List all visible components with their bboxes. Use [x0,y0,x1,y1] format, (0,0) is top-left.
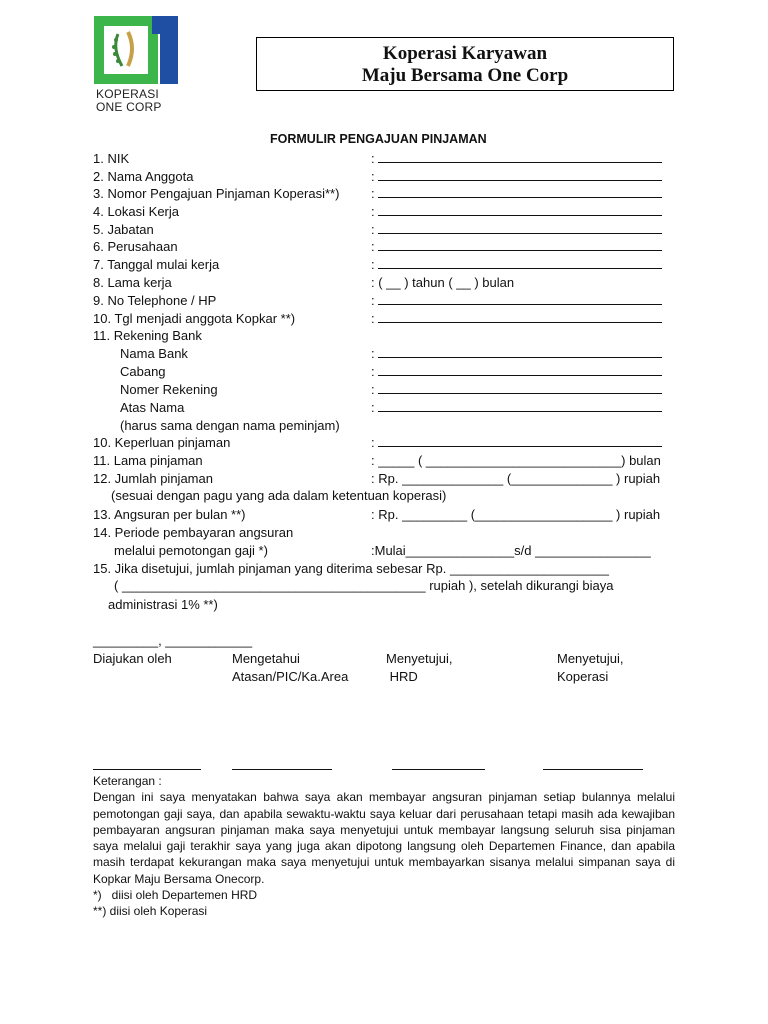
periode-value: :Mulai_______________s/d ________________ [371,543,651,558]
signature-label: Menyetujui, [557,651,624,666]
field-label: 6. Perusahaan [93,239,178,254]
field-row-tanggal[interactable]: 7. Tanggal mulai kerja : [0,256,768,273]
signature-label: Mengetahui [232,651,300,666]
item15-line3 [0,596,768,613]
field-row-atas-nama[interactable]: Atas Nama : [0,399,768,416]
item15-text: 15. Jika disetujui, jumlah pinjaman yang diterima sebesar Rp. ______________________ [93,561,610,576]
item15-line1[interactable] [0,560,768,577]
field-label: 9. No Telephone / HP [93,293,217,308]
field-row-jabatan[interactable]: 5. Jabatan : [0,221,768,238]
signature-atasan [232,650,348,686]
field-label: 10. Tgl menjadi anggota Kopkar **) [93,311,296,326]
field-row-lama-kerja[interactable] [0,274,768,291]
field-row-nama[interactable]: 2. Nama Anggota : [0,168,768,185]
signature-sublabel: Koperasi [557,669,609,684]
form-title: FORMULIR PENGAJUAN PINJAMAN [270,132,487,146]
field-label: Atas Nama [120,400,185,415]
field-row-nomor[interactable]: 3. Nomor Pengajuan Pinjaman Koperasi**) : [0,185,768,202]
signature-label: Diajukan oleh [93,651,172,666]
item15-text: administrasi 1% **) [108,597,218,612]
rekening-note [0,417,768,434]
field-label: 10. Keperluan pinjaman [93,435,231,450]
date-line: _________, ____________ [93,633,253,648]
field-label: 2. Nama Anggota [93,169,194,184]
logo-text-line2: ONE CORP [96,100,162,114]
field-row-tgl-anggota[interactable]: 10. Tgl menjadi anggota Kopkar **) : [0,310,768,327]
field-row-cabang[interactable]: Cabang : [0,363,768,380]
note-text: (sesuai dengan pagu yang ada dalam ketentuan koperasi) [111,488,447,503]
field-label: 4. Lokasi Kerja [93,204,179,219]
signature-hrd [386,650,452,686]
date-place-line[interactable] [0,632,768,649]
field-label: 14. Periode pembayaran angsuran [93,525,294,540]
field-line-1[interactable]: : [0,150,768,167]
field-label: 12. Jumlah pinjaman [93,471,213,486]
item15-text: ( __________________________________________ rupiah ), setelah dikurangi biaya [114,578,614,593]
field-label: 11. Lama pinjaman [93,453,203,468]
rekening-heading [0,327,768,344]
notes-heading: Keterangan : [93,774,162,788]
lama-pinjaman-value: : _____ ( ___________________________) bulan [371,453,661,468]
field-row-perusahaan[interactable]: 6. Perusahaan : [0,238,768,255]
field-label: Nama Bank [120,346,188,361]
field-row-lokasi[interactable]: 4. Lokasi Kerja : [0,203,768,220]
header-title-box [256,37,674,91]
signature-sublabel: Atasan/PIC/Ka.Area [232,669,349,684]
jumlah-note [0,487,768,504]
signature-line-pengaju[interactable] [93,768,201,770]
field-label: 8. Lama kerja [93,275,172,290]
field-row-lama-pinjaman[interactable] [0,452,768,469]
footnote-koperasi: **) diisi oleh Koperasi [93,904,208,919]
field-row-nama-bank[interactable]: Nama Bank : [0,345,768,362]
koperasi-logo [94,14,182,86]
signature-line-koperasi[interactable] [543,768,643,770]
item15-line2[interactable] [0,577,768,594]
lama-kerja-value: : ( __ ) tahun ( __ ) bulan [371,275,515,290]
field-row-angsuran[interactable] [0,506,768,523]
jumlah-value: : Rp. ______________ (______________ ) rupiah [371,471,661,486]
field-label: 13. Angsuran per bulan **) [93,507,246,522]
angsuran-value: : Rp. _________ (___________________ ) rupiah [371,507,661,522]
field-label: Cabang [120,364,166,379]
logo-text-line1: KOPERASI [96,87,159,101]
signature-label: Menyetujui, [386,651,453,666]
field-label: melalui pemotongan gaji *) [114,543,268,558]
header-line2: Maju Bersama One Corp [361,65,569,86]
signature-pengaju [93,650,172,668]
signature-line-hrd[interactable] [392,768,485,770]
field-row-telephone[interactable]: 9. No Telephone / HP : [0,292,768,309]
field-row-periode[interactable] [0,542,768,559]
field-label: 11. Rekening Bank [93,328,202,343]
signature-line-atasan[interactable] [232,768,332,770]
notes-body: Dengan ini saya menyatakan bahwa saya akan membayar angsuran pinjaman setiap bulannya melalui pemotongan gaji saya, dan apabila sewaktu-waktu saya keluar dari perusahaan tetapi masih ada kewajiban pembayaran angsuran pinjaman maka saya menyetujui untuk membayar langsung seluruh sisa pinjaman saya melalui gaji terakhir saya yang juga akan dipotong langsung oleh Departemen Finance, dan apabila masih terdapat kekurangan maka saya menyetujui untuk membayarkan sisanya melalui simpanan saya di Kopkar Maju Bersama Onecorp. [93,790,675,886]
field-label: 1. NIK [93,151,130,166]
footnote-hrd: *) diisi oleh Departemen HRD [93,888,258,903]
periode-heading [0,524,768,541]
field-label: 3. Nomor Pengajuan Pinjaman Koperasi**) [93,186,340,201]
field-row-jumlah[interactable] [0,470,768,487]
signature-koperasi [557,650,623,686]
field-label: 7. Tanggal mulai kerja [93,257,220,272]
field-label: Nomer Rekening [120,382,218,397]
signature-sublabel: HRD [386,669,418,684]
notes-section [93,773,675,920]
field-label: 5. Jabatan [93,222,154,237]
header-line1: Koperasi Karyawan [382,43,548,64]
note-text: (harus sama dengan nama peminjam) [120,418,340,433]
field-row-keperluan[interactable]: 10. Keperluan pinjaman : [0,434,768,451]
field-row-nomer-rekening[interactable]: Nomer Rekening : [0,381,768,398]
